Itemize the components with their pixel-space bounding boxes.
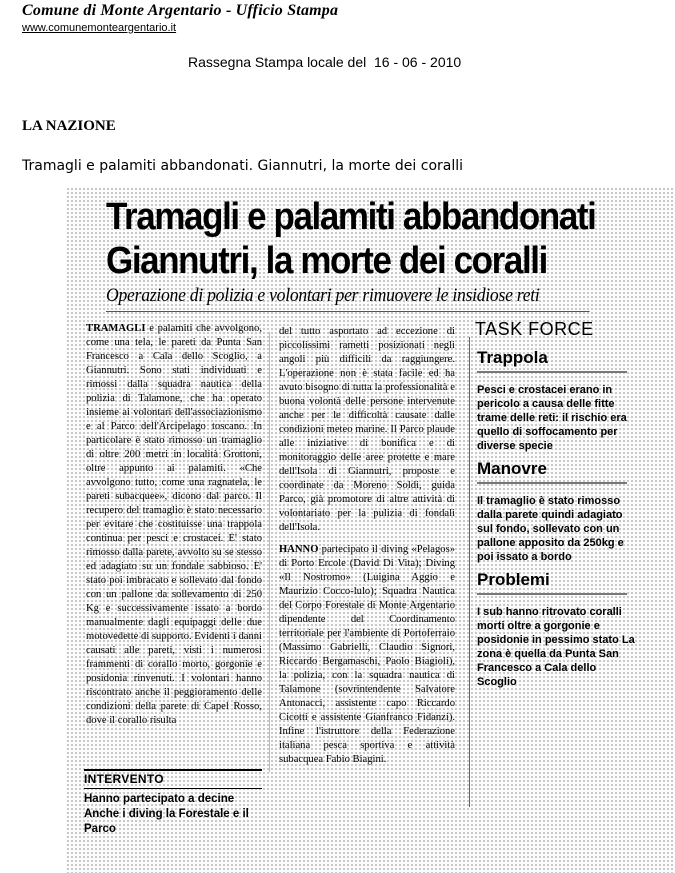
section-title: Problemi <box>477 570 627 595</box>
intervento-title: INTERVENTO <box>84 769 262 789</box>
sidebar-section-manovre <box>475 459 675 564</box>
headline-line-1: Tramagli e palamiti abbandonati <box>106 196 596 238</box>
section-text: Il tramaglio è stato rimosso dalla parete quindi adagiato sul fondo, sollevato con un pallone apposito da 250kg e poi issato a bordo <box>477 495 624 563</box>
column-1-text: e palamiti che avvolgono, come una tela, le pareti da Punta San Francesco a Cala dello Scoglio, a Giannutri. Sono stati individuati e rimossi dalla squadra nautica della polizia di Talamone, che ha operato insieme ai volontari dell'associazionismo e al Parco dell'Arcipelago toscano. In particolare è stato rimosso un tramaglio di oltre 200 metri in località Grottoni, oltre appunto ai palamiti. «Che avvolgono tutto, come una ragnatela, le pareti subacquee», dicono dal parco. Il recupero del tramaglio è stato necessario per evitare che costituisse una trappola continua per pesci e crostacei. E' stato rimosso dalla parete, avvolto su se stesso ed adagiato su un fondale sabbioso. E' stato poi imbracato e sollevato dal fondo con un pallone da sollevamento di 250 Kg e successivamente issato a bordo manualmente dagli equipaggi delle due motovedette di supporto. Evidenti i danni causati alle pareti, visti i numerosi frammenti di corallo morto, gorgonie e posidonia rinvenuti. I volontari hanno riscontrato anche il peggioramento delle condizioni della parete di Capel Rosso, dove il corallo risulta <box>86 323 262 726</box>
column-2-paragraph-1: del tutto asportato ad eccezione di piccolissimi rametti posizionati negli angoli più difficili da raggiungere. L'operazione non è stata facile ed ha avuto bisogno di tutta la professionalità e buona volontà delle persone intervenute anche per le difficoltà causate dalle condizioni meteo marine. Il Parco plaude alle iniziative di bonifica e di monitoraggio delle aree protette e mare dell'Isola di Giannutri, proposte e coordinate da Moreno Soldi, guida Parco, già promotore di altre attività di volontariato per la pulizia di fondali dell'Isola. <box>279 326 455 533</box>
column-1-lead: TRAMAGLI <box>86 323 146 334</box>
office-title: Comune di Monte Argentario - Ufficio Stampa <box>22 2 339 19</box>
article-column-1 <box>86 322 262 728</box>
article-subhead: Operazione di polizia e volontari per rimuovere le insidiose reti <box>106 285 590 312</box>
intervento-box <box>84 769 262 837</box>
column-2-paragraph-2: partecipato il diving «Pelagos» di Porto Ercole (David Di Vita); Diving «Il Nostromo» (Luigina Aggio e Maurizio Cocco-lulo); Squadra Nautica del Corpo Forestale di Monte Argentario dipendente del Coordinamento territoriale per l'ambiente di Portoferraio (Massimo Gabrielli, Claudio Signori, Riccardo Bergamaschi, Paolo Biagioli), la polizia, con la squadra nautica di Talamone (sovrintendente Salvatore Antonacci, assistente capo Riccardo Cicotti e assistente Gianfranco Fidanzi). Infine l'istruttore della Federazione italiana pesca sportiva e attività subacquea Fabio Biagini. <box>279 544 455 765</box>
website-link[interactable]: www.comunemonteargentario.it <box>22 22 177 34</box>
column-2-lead: HANNO <box>279 544 319 555</box>
sidebar-section-trappola <box>475 348 675 453</box>
newspaper-name: LA NAZIONE <box>22 118 116 134</box>
intervento-text: Hanno partecipato a decine Anche i diving la Forestale e il Parco <box>84 793 249 835</box>
section-title: Manovre <box>477 459 627 484</box>
newspaper-clipping <box>66 187 675 873</box>
sidebar-divider <box>469 337 470 807</box>
task-force-sidebar <box>475 319 675 695</box>
sidebar-section-problemi <box>475 570 675 689</box>
section-text: Pesci e crostacei erano in pericolo a causa delle fitte trame delle reti: il rischio era quello di soffocamento per diverse specie <box>477 384 627 452</box>
section-text: I sub hanno ritrovato coralli morti oltre a gorgonie e posidonie in pessimo stato La zona è quella da Punta San Francesco a Cala dello Scoglio <box>477 606 635 688</box>
column-divider <box>269 332 270 772</box>
article-caption: Tramagli e palamiti abbandonati. Giannutri, la morte dei coralli <box>22 158 464 174</box>
task-force-title: TASK FORCE <box>475 319 594 339</box>
headline-line-2: Giannutri, la morte dei coralli <box>106 240 547 282</box>
section-title: Trappola <box>477 348 627 373</box>
article-headline <box>106 195 621 283</box>
press-review-date: Rassegna Stampa locale del 16 - 06 - 2010 <box>188 54 462 70</box>
article-column-2 <box>279 325 455 767</box>
